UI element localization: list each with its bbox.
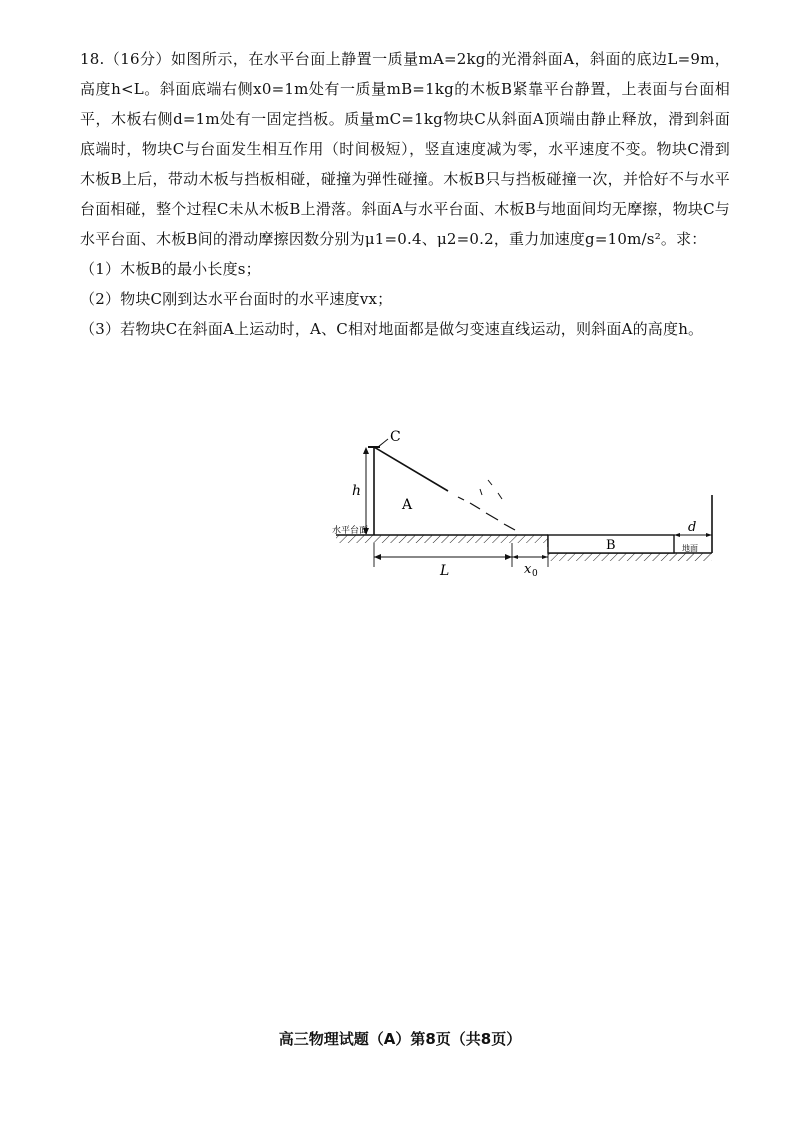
page-footer: 高三物理试题（A）第8页（共8页）	[278, 1030, 522, 1048]
distance-d	[674, 520, 712, 553]
label-platform: 水平台面	[332, 526, 369, 536]
question-3: （3）若物块C在斜面A上运动时，A、C相对地面都是做匀变速直线运动，则斜面A的高度h。	[80, 320, 704, 338]
question-1: （1）木板B的最小长度s；	[80, 260, 261, 278]
label-ground: 地面	[682, 544, 698, 553]
height-dimension	[352, 447, 369, 535]
label-h: h	[352, 483, 362, 499]
physics-diagram	[330, 425, 730, 585]
board-B	[548, 535, 674, 553]
label-x0-subscript: 0	[532, 569, 538, 579]
label-d: d	[688, 520, 697, 535]
problem-number: 18.	[80, 50, 105, 68]
label-B: B	[606, 538, 616, 553]
ground	[548, 553, 712, 561]
block-C	[368, 429, 401, 447]
question-2: （2）物块C刚到达水平台面时的水平速度vx；	[80, 290, 393, 308]
label-C: C	[390, 429, 401, 445]
problem-stem-text: 如图所示，在水平台面上静置一质量mA=2kg的光滑斜面A，斜面的底边L=9m，高度h<L。斜面底端右侧x0=1m处有一质量mB=1kg的木板B紧靠平台静置，上表面与台面相平，木板右侧d=1m处有一固定挡板。质量mC=1kg物块C从斜面A顶端由静止释放，滑到斜面底端时，物块C与台面发生相互作用（时间极短），竖直速度减为零，水平速度不变。物块C滑到木板B上后，带动木板与挡板相碰，碰撞为弹性碰撞。木板B只与挡板碰撞一次，并恰好不与水平台面相碰，整个过程C未从木板B上滑落。斜面A与水平台面、木板B与地面间均无摩擦，物块C与水平台面、木板B间的滑动摩擦因数分别为μ1=0.4、μ2=0.2，重力加速度g=10m/s²。求：	[80, 50, 730, 248]
problem-18	[80, 44, 730, 344]
slope-A	[374, 447, 515, 535]
label-L: L	[440, 563, 450, 579]
platform	[336, 535, 548, 547]
problem-score: （16分）	[104, 50, 171, 68]
label-A: A	[402, 497, 413, 513]
problem-stem	[80, 44, 730, 254]
base-dimensions	[374, 543, 548, 579]
label-x0: x	[524, 562, 532, 577]
